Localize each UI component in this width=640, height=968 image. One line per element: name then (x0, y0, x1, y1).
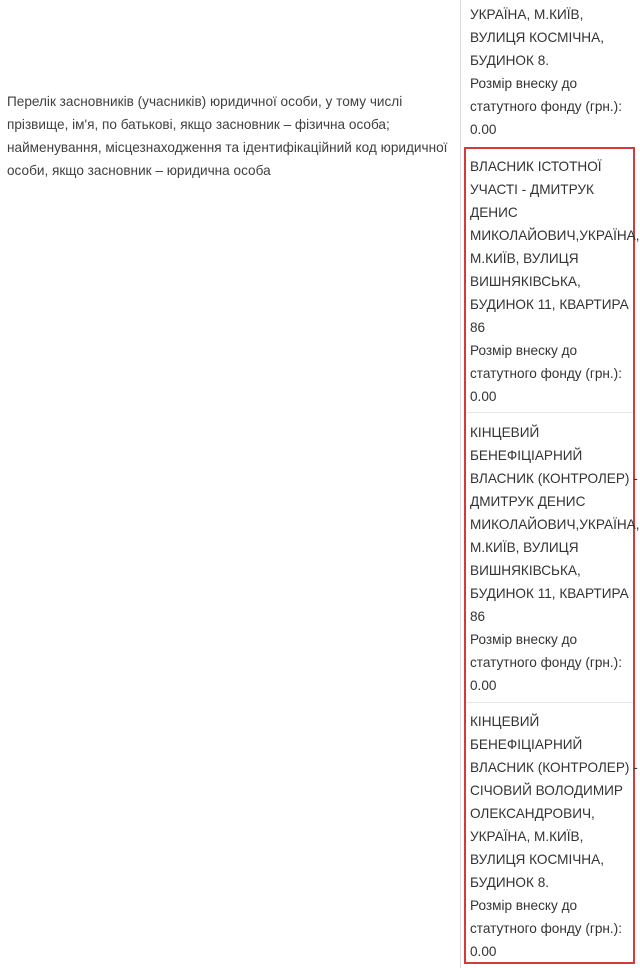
entry-line: 0.00 (470, 944, 497, 959)
entry-line: Розмір внеску до (470, 76, 578, 91)
label-line: найменування, місцезнаходження та ідентифікаційний код юридичної (7, 140, 448, 155)
entry-line: КІНЦЕВИЙ (470, 714, 540, 729)
entry-line: СІЧОВИЙ ВОЛОДИМИР (470, 783, 623, 798)
entry-line: 0.00 (470, 122, 497, 137)
entry-line: ВУЛИЦЯ КОСМІЧНА, (470, 30, 604, 45)
label-line: Перелік засновників (учасників) юридичної особи, у тому числі (7, 94, 403, 109)
entry-line: ВУЛИЦЯ КОСМІЧНА, (470, 852, 604, 867)
entry-line: МИКОЛАЙОВИЧ,УКРАЇНА, (470, 228, 640, 243)
entry-line: БУДИНОК 8. (470, 875, 550, 890)
beneficiary-entry-2 (470, 421, 640, 697)
entry-line: ВЛАСНИК (КОНТРОЛЕР) - (470, 760, 638, 775)
entry-line: УЧАСТІ - ДМИТРУК (470, 182, 594, 197)
entry-line: БУДИНОК 8. (470, 53, 550, 68)
entry-line: Розмір внеску до (470, 632, 578, 647)
entry-separator (466, 702, 633, 703)
entry-line: статутного фонду (грн.): (470, 921, 622, 936)
previous-founder-entry-tail (470, 3, 635, 141)
founders-field-label (7, 90, 452, 182)
entry-line: статутного фонду (грн.): (470, 655, 622, 670)
beneficiary-entry-1 (470, 155, 640, 408)
entry-line: ДМИТРУК ДЕНИС (470, 494, 586, 509)
entry-line: ДЕНИС (470, 205, 518, 220)
entry-line: УКРАЇНА, М.КИЇВ, (470, 829, 584, 844)
entry-line: ВЛАСНИК ІСТОТНОЇ (470, 159, 602, 174)
entry-line: М.КИЇВ, ВУЛИЦЯ (470, 251, 579, 266)
beneficiary-entry-3 (470, 710, 638, 963)
entry-line: БЕНЕФІЦІАРНИЙ (470, 737, 583, 752)
entry-line: Розмір внеску до (470, 343, 578, 358)
entry-line: ОЛЕКСАНДРОВИЧ, (470, 806, 595, 821)
entry-line: М.КИЇВ, ВУЛИЦЯ (470, 540, 579, 555)
entry-line: ВЛАСНИК (КОНТРОЛЕР) - (470, 471, 638, 486)
entry-line: Розмір внеску до (470, 898, 578, 913)
entry-line: 86 (470, 609, 486, 624)
entry-line: статутного фонду (грн.): (470, 99, 622, 114)
label-line: особи, якщо засновник – юридична особа (7, 163, 271, 178)
entry-line: УКРАЇНА, М.КИЇВ, (470, 7, 584, 22)
entry-line: БУДИНОК 11, КВАРТИРА (470, 586, 629, 601)
entry-separator (466, 412, 633, 413)
entry-line: 0.00 (470, 678, 497, 693)
entry-line: КІНЦЕВИЙ (470, 425, 540, 440)
entry-line: ВИШНЯКІВСЬКА, (470, 563, 581, 578)
entry-line: ВИШНЯКІВСЬКА, (470, 274, 581, 289)
entry-line: БУДИНОК 11, КВАРТИРА (470, 297, 629, 312)
entry-line: 0.00 (470, 389, 497, 404)
column-divider (460, 0, 461, 968)
entry-line: БЕНЕФІЦІАРНИЙ (470, 448, 583, 463)
entry-line: статутного фонду (грн.): (470, 366, 622, 381)
label-line: прізвище, ім'я, по батькові, якщо засновник – фізична особа; (7, 117, 390, 132)
entry-line: МИКОЛАЙОВИЧ,УКРАЇНА, (470, 517, 640, 532)
entry-line: 86 (470, 320, 486, 335)
